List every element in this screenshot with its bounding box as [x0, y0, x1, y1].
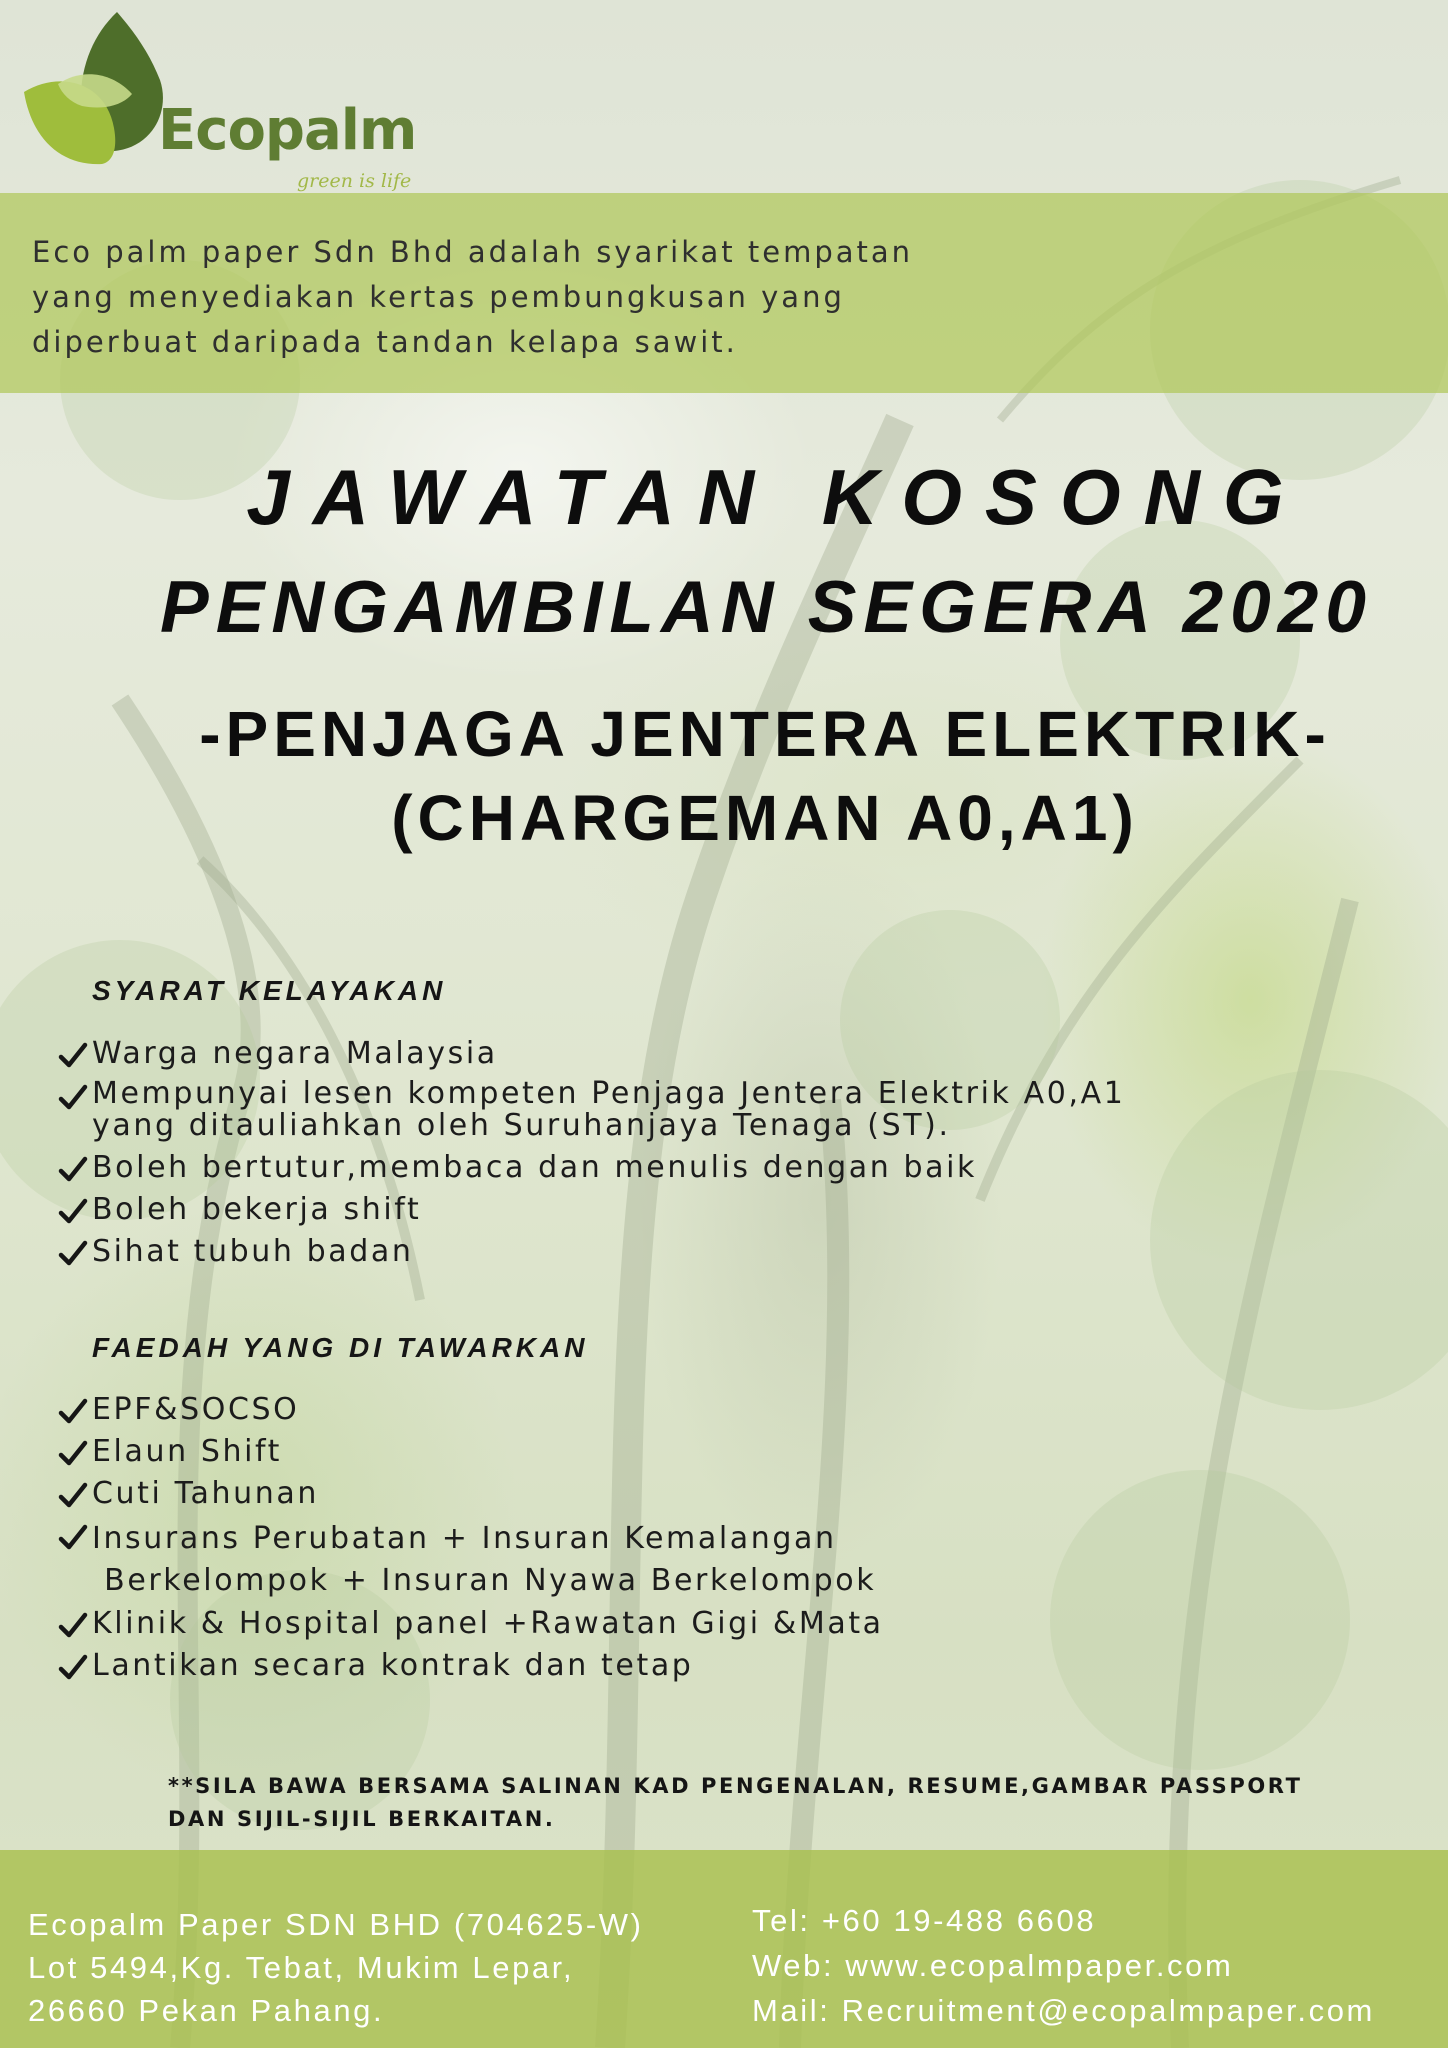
ecopalm-logo: [22, 10, 452, 200]
list-item: [56, 1476, 1256, 1518]
logo-wordmark: Ecopalm: [158, 98, 417, 163]
list-item-text: yang ditauliahkan oleh Suruhanjaya Tenaga (ST).: [92, 1108, 951, 1143]
intro-line: yang menyediakan kertas pembungkusan yang: [32, 280, 845, 314]
list-item: [56, 1078, 1256, 1150]
list-item-text: Boleh bekerja shift: [92, 1192, 422, 1227]
requirements-list: [56, 1036, 1256, 1276]
checkmark-icon: [58, 1042, 88, 1070]
checkmark-icon: [58, 1084, 88, 1112]
checkmark-icon: [58, 1198, 88, 1226]
list-item: [56, 1234, 1256, 1276]
list-item: [56, 1392, 1256, 1434]
list-item: [56, 1036, 1256, 1078]
intro-line: Eco palm paper Sdn Bhd adalah syarikat tempatan: [32, 235, 914, 269]
position-title: -PENJAGA JENTERA ELEKTRIK-: [199, 698, 1331, 770]
list-item-text: Sihat tubuh badan: [92, 1234, 414, 1269]
benefits-list: [56, 1392, 1256, 1690]
checkmark-icon: [58, 1612, 88, 1640]
list-item-text: Berkelompok + Insuran Nyawa Berkelompok: [92, 1563, 877, 1598]
list-item-text: Cuti Tahunan: [92, 1476, 319, 1511]
list-item-text: Boleh bertutur,membaca dan menulis dengan baik: [92, 1150, 978, 1185]
list-item: [56, 1648, 1256, 1690]
list-item-text: EPF&SOCSO: [92, 1392, 300, 1427]
documents-note: [168, 1770, 1368, 1836]
checkmark-icon: [58, 1524, 88, 1552]
list-item: [56, 1518, 1256, 1606]
checkmark-icon: [58, 1398, 88, 1426]
list-item: [56, 1192, 1256, 1234]
address-line: Lot 5494,Kg. Tebat, Mukim Lepar,: [28, 1950, 575, 1985]
phone-number: Tel: +60 19-488 6608: [752, 1903, 1097, 1938]
website-link[interactable]: Web: www.ecopalmpaper.com: [752, 1948, 1234, 1983]
position-grade: (CHARGEMAN A0,A1): [391, 782, 1139, 854]
checkmark-icon: [58, 1440, 88, 1468]
checkmark-icon: [58, 1654, 88, 1682]
logo-tagline: green is life: [297, 170, 412, 192]
address-line: 26660 Pekan Pahang.: [28, 1993, 385, 2028]
list-item-text: Klinik & Hospital panel +Rawatan Gigi &Mata: [92, 1606, 884, 1641]
list-item: [56, 1434, 1256, 1476]
list-item-text: Insurans Perubatan + Insuran Kemalangan: [92, 1521, 837, 1556]
email-link[interactable]: Mail: Recruitment@ecopalmpaper.com: [752, 1993, 1375, 2028]
company-address: [28, 1903, 644, 2032]
list-item-text: Lantikan secara kontrak dan tetap: [92, 1648, 694, 1683]
checkmark-icon: [58, 1482, 88, 1510]
vacancy-title: JAWATAN KOSONG: [246, 453, 1307, 541]
checkmark-icon: [58, 1240, 88, 1268]
note-line: **SILA BAWA BERSAMA SALINAN KAD PENGENALAN, RESUME,GAMBAR PASSPORT: [168, 1774, 1303, 1798]
benefits-heading: FAEDAH YANG DI TAWARKAN: [92, 1332, 589, 1363]
company-intro: [32, 230, 1052, 365]
list-item: [56, 1150, 1256, 1192]
note-line: DAN SIJIL-SIJIL BERKAITAN.: [168, 1807, 556, 1831]
recruitment-subtitle: PENGAMBILAN SEGERA 2020: [160, 567, 1373, 648]
company-name: Ecopalm Paper SDN BHD (704625-W): [28, 1907, 644, 1942]
requirements-heading: SYARAT KELAYAKAN: [92, 975, 447, 1006]
contact-info: [752, 1899, 1375, 2032]
list-item-text: Elaun Shift: [92, 1434, 283, 1469]
list-item-text: Warga negara Malaysia: [92, 1036, 498, 1071]
list-item: [56, 1606, 1256, 1648]
list-item-text: Mempunyai lesen kompeten Penjaga Jentera Elektrik A0,A1: [92, 1076, 1126, 1111]
checkmark-icon: [58, 1156, 88, 1184]
intro-line: diperbuat daripada tandan kelapa sawit.: [32, 325, 738, 359]
